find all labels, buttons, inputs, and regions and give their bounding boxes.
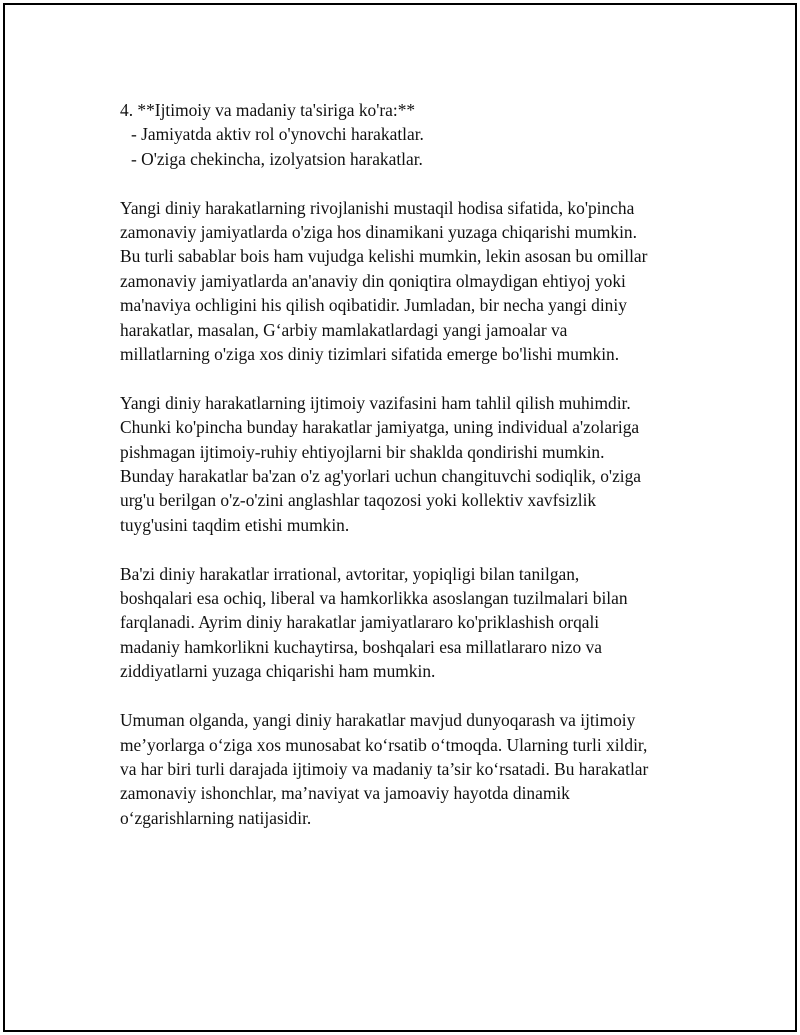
text-line: Yangi diniy harakatlarning ijtimoiy vazifasini ham tahlil qilish muhimdir.: [120, 392, 631, 413]
text-line: boshqalari esa ochiq, liberal va hamkorlikka asoslangan tuzilmalari bilan: [120, 588, 628, 609]
text-line: Bunday harakatlar ba'zan o'z ag'yorlari uchun changituvchi sodiqlik, o'ziga: [120, 466, 642, 487]
text-line: Yangi diniy harakatlarning rivojlanishi mustaqil hodisa sifatida, ko'pincha: [120, 197, 635, 218]
text-line: madaniy hamkorlikni kuchaytirsa, boshqalari esa millatlararo nizo va: [120, 636, 602, 657]
paragraph: [120, 708, 700, 830]
classification-list: [120, 98, 700, 171]
text-line: Ba'zi diniy harakatlar irrational, avtoritar, yopiqligi bilan tanilgan,: [120, 563, 580, 584]
list-heading: 4. **Ijtimoiy va madaniy ta'siriga ko'ra:**: [120, 100, 416, 120]
text-line: urg'u berilgan o'z-o'zini anglashlar taqozosi yoki kollektiv xavfsizlik: [120, 490, 597, 511]
text-line: Chunki ko'pincha bunday harakatlar jamiyatga, uning individual a'zolariga: [120, 417, 640, 438]
text-line: zamonaviy jamiyatlarda an'anaviy din qoniqtira olmaydigan ehtiyoj yoki: [120, 270, 626, 291]
text-line: o‘zgarishlarning natijasidir.: [120, 807, 312, 828]
text-line: ma'naviya ochligini his qilish oqibatidir. Jumladan, bir necha yangi diniy: [120, 295, 627, 316]
text-line: zamonaviy ishonchlar, ma’naviyat va jamoaviy hayotda dinamik: [120, 783, 570, 804]
text-line: farqlanadi. Ayrim diniy harakatlar jamiyatlararo ko'priklashish orqali: [120, 612, 600, 633]
text-line: ziddiyatlarni yuzaga chiqarishi ham mumkin.: [120, 661, 436, 682]
text-line: Umuman olganda, yangi diniy harakatlar mavjud dunyoqarash va ijtimoiy: [120, 710, 636, 731]
document-body: [120, 98, 700, 855]
text-line: harakatlar, masalan, G‘arbiy mamlakatlardagi yangi jamoalar va: [120, 319, 568, 340]
text-line: millatlarning o'ziga xos diniy tizimlari sifatida emerge bo'lishi mumkin.: [120, 344, 620, 365]
list-item: - Jamiyatda aktiv rol o'ynovchi harakatlar.: [131, 124, 424, 145]
paragraph: [120, 196, 700, 367]
paragraph: [120, 562, 700, 684]
text-line: tuyg'usini taqdim etishi mumkin.: [120, 514, 350, 535]
paragraph: [120, 391, 700, 537]
text-line: zamonaviy jamiyatlarda o'ziga hos dinamikani yuzaga chiqarishi mumkin.: [120, 222, 637, 243]
list-item: - O'ziga chekincha, izolyatsion harakatlar.: [131, 148, 423, 169]
text-line: pishmagan ijtimoiy-ruhiy ehtiyojlarni bir shaklda qondirishi mumkin.: [120, 441, 605, 462]
page-frame: [3, 3, 797, 1032]
text-line: Bu turli sabablar bois ham vujudga kelishi mumkin, lekin asosan bu omillar: [120, 246, 648, 267]
text-line: va har biri turli darajada ijtimoiy va madaniy ta’sir ko‘rsatadi. Bu harakatlar: [120, 758, 649, 779]
text-line: me’yorlarga o‘ziga xos munosabat ko‘rsatib o‘tmoqda. Ularning turli xildir,: [120, 734, 648, 755]
